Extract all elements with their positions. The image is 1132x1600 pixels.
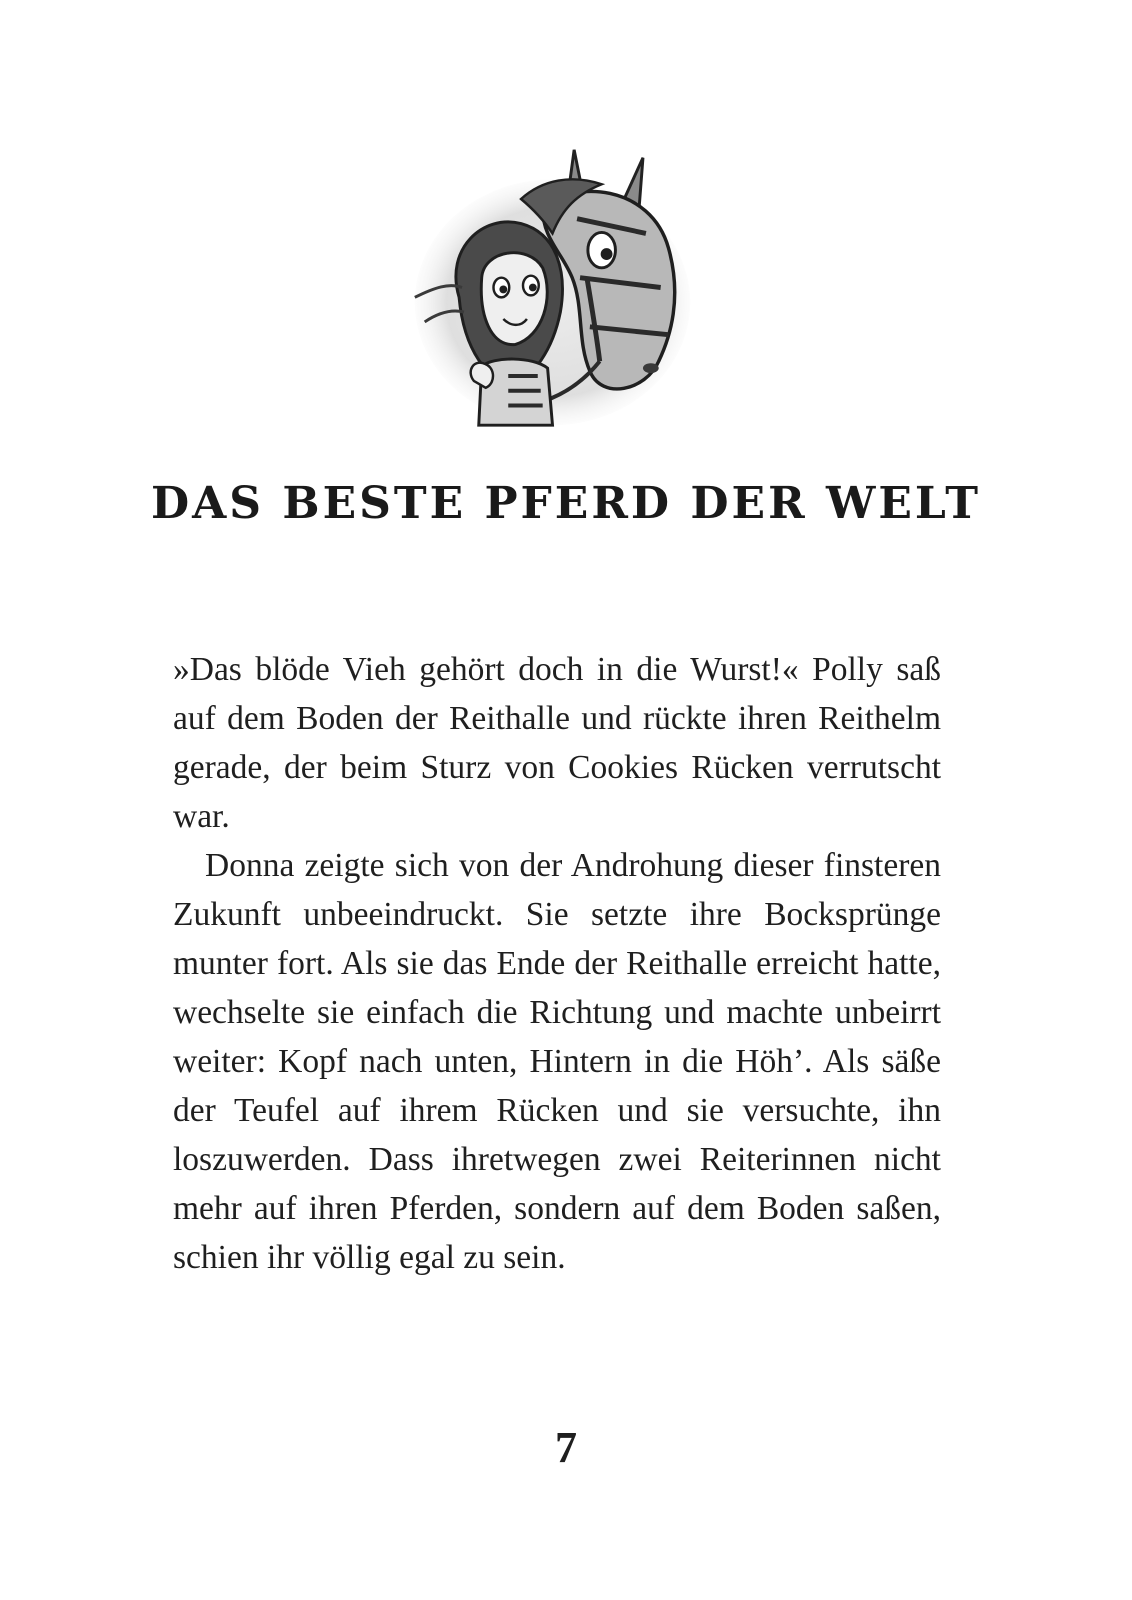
page-number: 7 [555,1423,577,1472]
girl-and-horse-illustration-icon [405,140,700,435]
paragraph-1: »Das blöde Vieh gehört doch in die Wurst!« Polly saß auf dem Boden der Reithalle und rückte ihren Reithelm gerade, der beim Sturz von Cookies Rücken verrutscht war. [173,651,941,835]
chapter-title: DAS BESTE PFERD DER WELT [150,478,981,529]
paragraph-2: Donna zeigte sich von der Androhung dieser finsteren Zukunft unbeeindruckt. Sie setzte ihre Bocksprünge munter fort. Als sie das Ende der Reithalle erreicht hatte, wechselte sie einfach die Richtung und machte unbeirrt weiter: Kopf nach unten, Hintern in die Höh’. Als säße der Teufel auf ihrem Rücken und sie versuchte, ihn loszuwerden. Dass ihretwegen zwei Reiterinnen nicht mehr auf ihren Pferden, sondern auf dem Boden saßen, schien ihr völlig egal zu sein. [173,847,941,1276]
body-text [173,645,941,1282]
